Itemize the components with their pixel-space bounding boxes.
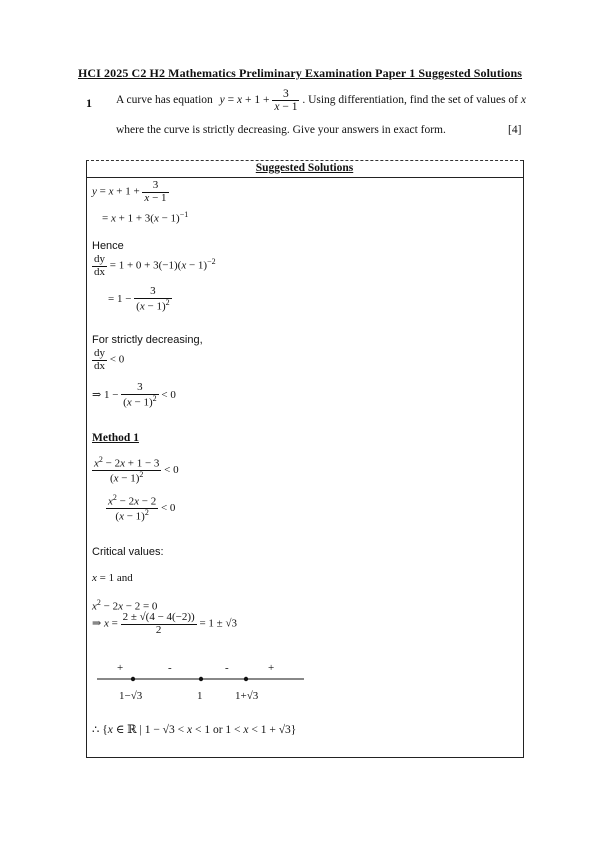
sign-4: + (268, 662, 275, 674)
and-label: and (116, 572, 133, 584)
solution-header (86, 160, 523, 178)
eq-method-2: $\frac{x^2 - 2x - 2}{(x - 1)^2}$ < 0 (108, 493, 176, 523)
point-label-1: 1−√3 (119, 690, 143, 702)
number-line-point-3 (244, 677, 248, 681)
hence-label: Hence (92, 240, 124, 252)
question-number: 1 (86, 96, 92, 110)
method-label: Method 1 (92, 432, 139, 444)
strictly-label: For strictly decreasing, (92, 334, 203, 346)
question-line-1 (116, 88, 526, 113)
sign-1: + (117, 662, 124, 674)
sign-3: - (225, 662, 229, 674)
eq-method-1: $\frac{x^2 - 2x + 1 - 3}{(x - 1)^2}$ < 0 (94, 455, 179, 485)
eq-dydx-2: = 1 − $\frac{3}{(x - 1)^2}$ (108, 285, 170, 313)
eq-y-rewrite: = $x + 1 + 3(x - 1)^{-1}$ (102, 210, 189, 225)
number-line-point-2 (199, 677, 203, 681)
eq-dydx-1: $\frac{dy}{dx}$ = $1 + 0 + 3(-1)(x - 1)^{-2}$ (94, 253, 216, 278)
sign-number-line (92, 660, 322, 710)
number-line-point-1 (131, 677, 135, 681)
sign-2: - (168, 662, 172, 674)
point-label-3: 1+√3 (235, 690, 259, 702)
question-marks: [4] (508, 124, 522, 136)
question-variable: x (520, 94, 526, 107)
eq-quadratic: $x^2 - 2x - 2 = 0$ (92, 598, 158, 613)
solution-header-label: Suggested Solutions (255, 162, 354, 174)
eq-y-def: y = x + 1 + $\frac{3}{x - 1}$ (92, 179, 167, 204)
question-text-before: A curve has equation (116, 94, 213, 107)
page-title: HCI 2025 C2 H2 Mathematics Preliminary Examination Paper 1 Suggested Solutions (77, 66, 523, 80)
critical-label: Critical values: (92, 546, 164, 558)
eq-implies-1: ⇒ 1 − $\frac{3}{(x - 1)^2}$ < 0 (92, 381, 176, 409)
question-text-after: . Using differentiation, find the set of values of (302, 94, 519, 107)
eq-x-eq-1: x = 1 and (92, 572, 133, 584)
point-label-2: 1 (197, 690, 203, 702)
eq-quadratic-formula: ⇒ x = $\frac{2 \pm √(4 - 4(-2))}{2}$ = 1 ± √3 (92, 611, 237, 636)
final-answer: ∴ {x ∈ ℝ | 1 − √3 < x < 1 or 1 < x < 1 + √3} (92, 724, 297, 736)
eq-dydx-lt0: $\frac{dy}{dx}$ < 0 (94, 347, 125, 372)
equation-inline: y = x + 1 + $\frac{3}{x - 1}$ (219, 88, 298, 114)
question-line-2: where the curve is strictly decreasing. Give your answers in exact form. (116, 124, 446, 136)
